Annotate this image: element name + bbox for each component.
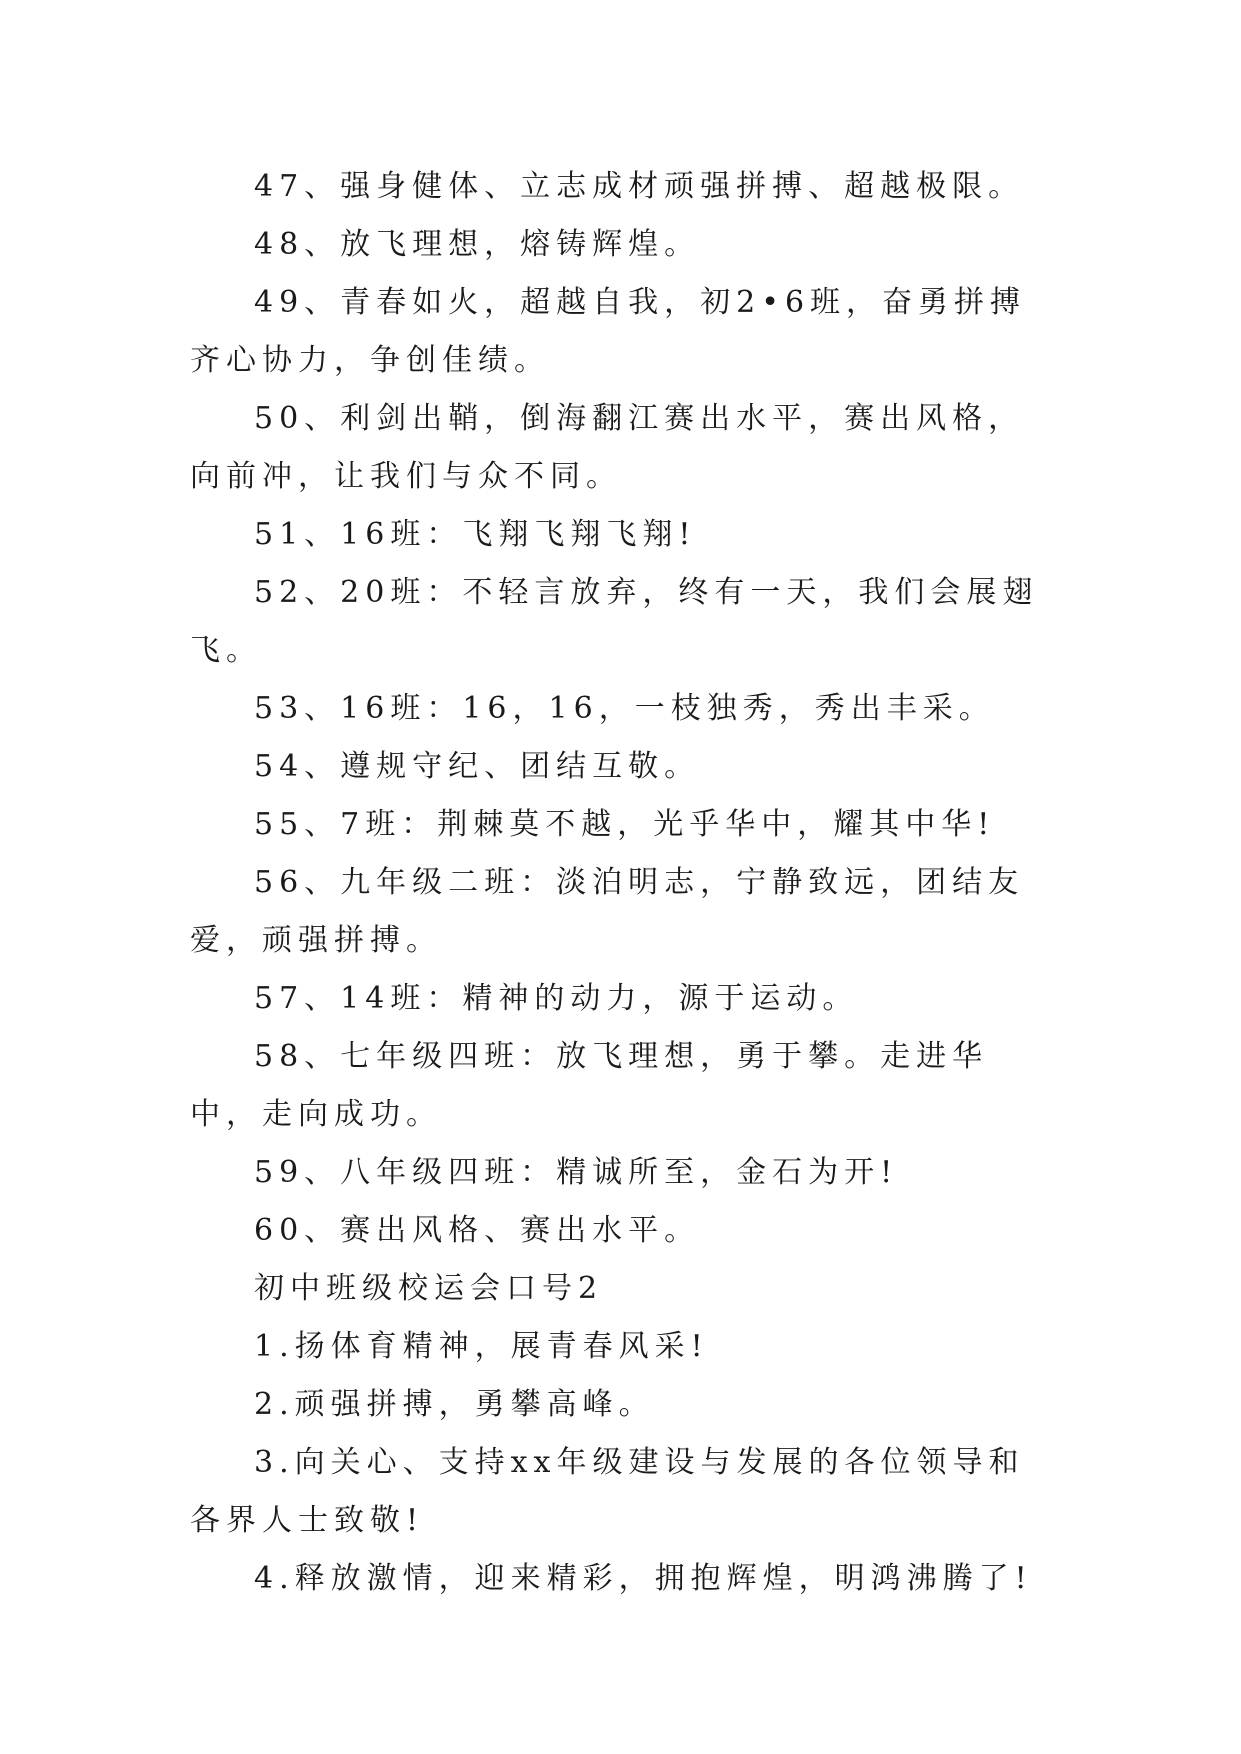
slogan-2-1: 1.扬体育精神，展青春风采! <box>254 1329 709 1364</box>
slogan-2-2: 2.顽强拼搏，勇攀高峰。 <box>254 1387 655 1422</box>
slogan-2-3: 3.向关心、支持xx年级建设与发展的各位领导和各界人士致敬! <box>190 1445 1025 1538</box>
slogan-57: 57、14班：精神的动力，源于运动。 <box>254 981 859 1016</box>
slogan-59: 59、八年级四班：精诚所至，金石为开! <box>254 1155 899 1190</box>
slogan-48: 48、放飞理想，熔铸辉煌。 <box>254 227 701 262</box>
document-body <box>190 158 1050 1608</box>
slogan-2-4: 4.释放激情，迎来精彩，拥抱辉煌，明鸿沸腾了! <box>254 1561 1033 1596</box>
slogan-51: 51、16班：飞翔飞翔飞翔! <box>254 517 697 552</box>
slogan-53: 53、16班：16，16，一枝独秀，秀出丰采。 <box>254 691 995 726</box>
slogan-49: 49、青春如火，超越自我，初2•6班，奋勇拼搏齐心协力，争创佳绩。 <box>190 285 1027 378</box>
slogan-50: 50、利剑出鞘，倒海翻江赛出水平，赛出风格，向前冲，让我们与众不同。 <box>190 401 1025 494</box>
slogan-55: 55、7班：荆棘莫不越，光乎华中，耀其中华! <box>254 807 996 842</box>
section-heading: 初中班级校运会口号2 <box>254 1271 604 1306</box>
slogan-52: 52、20班：不轻言放弃，终有一天，我们会展翅飞。 <box>190 575 1039 668</box>
slogan-56: 56、九年级二班：淡泊明志，宁静致远，团结友爱，顽强拼搏。 <box>190 865 1025 958</box>
slogan-54: 54、遵规守纪、团结互敬。 <box>254 749 701 784</box>
slogan-60: 60、赛出风格、赛出水平。 <box>254 1213 701 1248</box>
slogan-47: 47、强身健体、立志成材顽强拼搏、超越极限。 <box>254 169 1025 204</box>
slogan-58: 58、七年级四班：放飞理想，勇于攀。走进华中，走向成功。 <box>190 1039 989 1132</box>
